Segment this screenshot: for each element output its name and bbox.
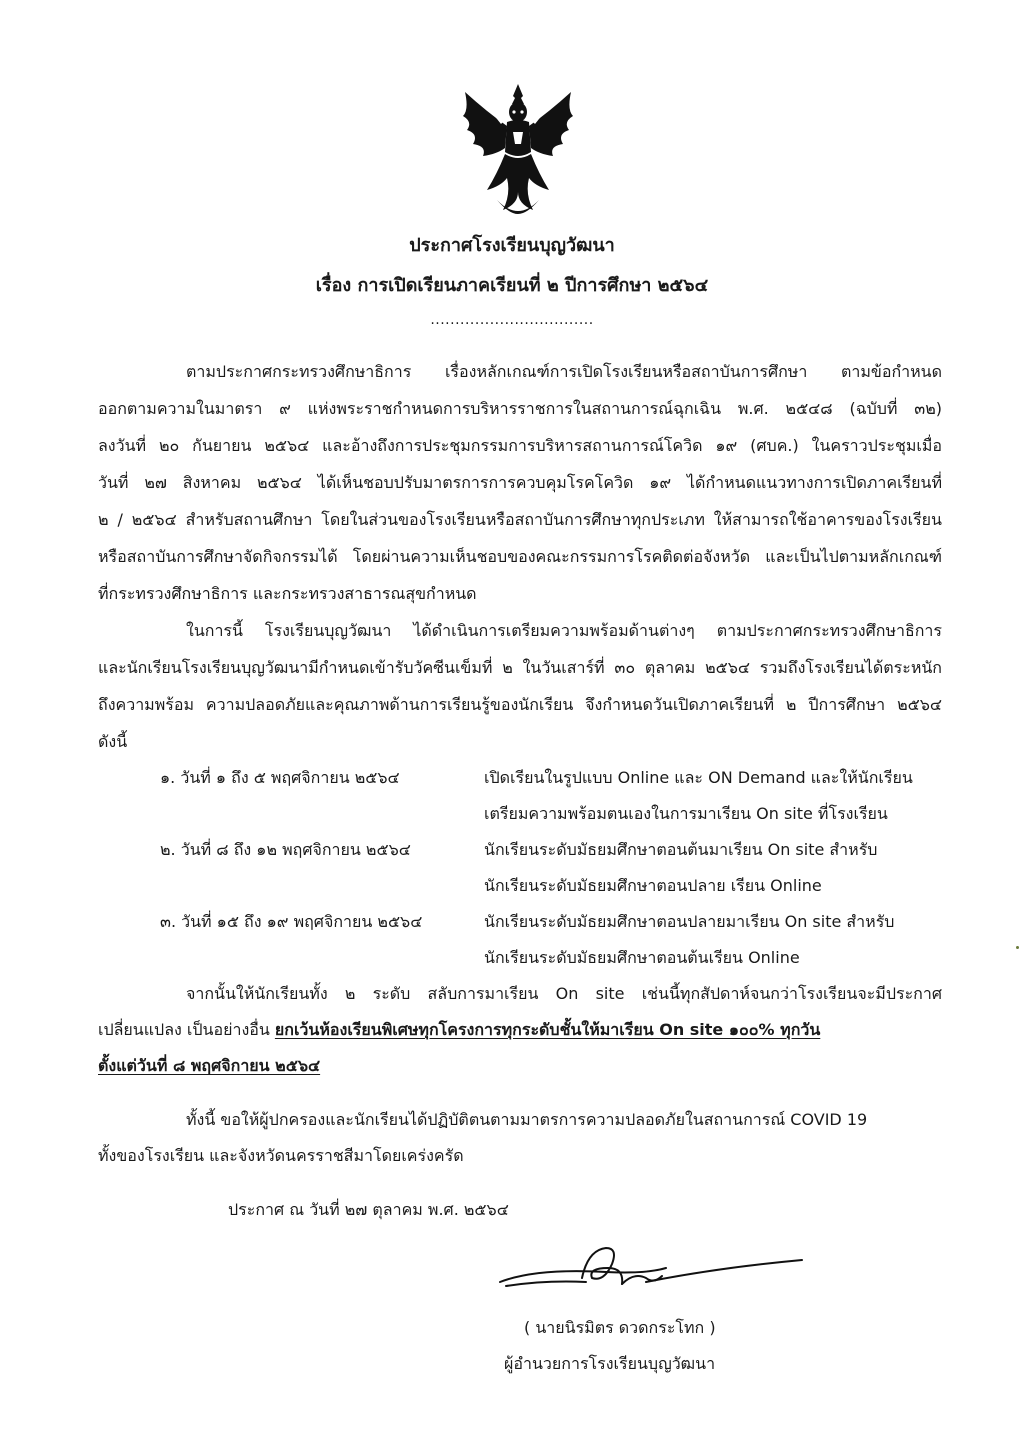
signer-name: ( นายนิรมิตร ดวดกระโทก ) bbox=[524, 1318, 716, 1337]
signature-icon bbox=[496, 1238, 816, 1308]
underlined-notice: ตั้งแต่วันที่ ๘ พฤศจิกายน ๒๕๖๔ bbox=[98, 1056, 321, 1075]
paragraph-line: ทั้งของโรงเรียน และจังหวัดนครราชสีมาโดยเคร่งครัด bbox=[98, 1146, 464, 1165]
paragraph-line: ตามประกาศกระทรวงศึกษาธิการ เรื่องหลักเกณฑ์การเปิดโรงเรียนหรือสถาบันการศึกษา ตามข้อกำหนด bbox=[186, 362, 942, 381]
paragraph-line: ถึงความพร้อม ความปลอดภัยและคุณภาพด้านการเรียนรู้ของนักเรียน จึงกำหนดวันเปิดภาคเรียนที่ ๒ ปีการศึกษา ๒๕๖๔ bbox=[98, 695, 942, 714]
paragraph-line bbox=[98, 1056, 320, 1076]
schedule-desc: เปิดเรียนในรูปแบบ Online และ ON Demand และให้นักเรียน bbox=[484, 768, 913, 787]
schedule-date: ๒. วันที่ ๘ ถึง ๑๒ พฤศจิกายน ๒๕๖๔ bbox=[160, 840, 411, 859]
schedule-date: ๑. วันที่ ๑ ถึง ๕ พฤศจิกายน ๒๕๖๔ bbox=[160, 768, 400, 787]
paragraph-line: ดังนี้ bbox=[98, 732, 128, 751]
signer-position: ผู้อำนวยการโรงเรียนบุญวัฒนา bbox=[504, 1354, 716, 1373]
announcement-title: ประกาศโรงเรียนบุญวัฒนา bbox=[409, 235, 615, 256]
schedule-desc: นักเรียนระดับมัธยมศึกษาตอนปลายมาเรียน On site สำหรับ bbox=[484, 912, 895, 931]
announcement-subject: เรื่อง การเปิดเรียนภาคเรียนที่ ๒ ปีการศึกษา ๒๕๖๔ bbox=[315, 275, 709, 296]
paragraph-line bbox=[98, 1020, 820, 1040]
paragraph-line: วันที่ ๒๗ สิงหาคม ๒๕๖๔ ได้เห็นชอบปรับมาตรการการควบคุมโรคโควิด ๑๙ ได้กำหนดแนวทางการเปิดภาคเรียนที่ bbox=[98, 473, 942, 492]
schedule-desc: นักเรียนระดับมัธยมศึกษาตอนปลาย เรียน Online bbox=[484, 876, 822, 895]
paragraph-text: เปลี่ยนแปลง เป็นอย่างอื่น bbox=[98, 1020, 275, 1039]
schedule-desc: นักเรียนระดับมัธยมศึกษาตอนต้นมาเรียน On site สำหรับ bbox=[484, 840, 878, 859]
paragraph-line: ที่กระทรวงศึกษาธิการ และกระทรวงสาธารณสุขกำหนด bbox=[98, 584, 477, 603]
paragraph-line: ๒ / ๒๕๖๔ สำหรับสถานศึกษา โดยในส่วนของโรงเรียนหรือสถาบันการศึกษาทุกประเภท ให้สามารถใช้อาคารของโรงเรียน bbox=[98, 510, 942, 529]
paragraph-line: ออกตามความในมาตรา ๙ แห่งพระราชกำหนดการบริหารราชการในสถานการณ์ฉุกเฉิน พ.ศ. ๒๕๔๘ (ฉบับที่ ๓๒) bbox=[98, 399, 942, 418]
underlined-notice: ยกเว้นห้องเรียนพิเศษทุกโครงการทุกระดับชั้นให้มาเรียน On site ๑๐๐% ทุกวัน bbox=[274, 1020, 821, 1039]
paragraph-line: ในการนี้ โรงเรียนบุญวัฒนา ได้ดำเนินการเตรียมความพร้อมด้านต่างๆ ตามประกาศกระทรวงศึกษาธิการ bbox=[186, 621, 942, 640]
garuda-emblem-icon bbox=[457, 82, 579, 222]
paragraph-line: หรือสถาบันการศึกษาจัดกิจกรรมได้ โดยผ่านความเห็นชอบของคณะกรรมการโรคติดต่อจังหวัด และเป็นไปตามหลักเกณฑ์ bbox=[98, 547, 942, 566]
paragraph-line: ทั้งนี้ ขอให้ผู้ปกครองและนักเรียนได้ปฏิบัติตนตามมาตรการความปลอดภัยในสถานการณ์ COVID 19 bbox=[186, 1110, 868, 1129]
schedule-date: ๓. วันที่ ๑๕ ถึง ๑๙ พฤศจิกายน ๒๕๖๔ bbox=[160, 912, 423, 931]
title-divider: ................................. bbox=[430, 312, 594, 328]
schedule-desc: นักเรียนระดับมัธยมศึกษาตอนต้นเรียน Online bbox=[484, 948, 800, 967]
paragraph-line: จากนั้นให้นักเรียนทั้ง ๒ ระดับ สลับการมาเรียน On site เช่นนี้ทุกสัปดาห์จนกว่าโรงเรียนจะมีประกาศ bbox=[186, 984, 942, 1003]
paragraph-line: ลงวันที่ ๒๐ กันยายน ๒๕๖๔ และอ้างถึงการประชุมกรรมการบริหารสถานการณ์โควิด ๑๙ (ศบค.) ในคราวประชุมเมื่อ bbox=[98, 436, 942, 455]
schedule-desc: เตรียมความพร้อมตนเองในการมาเรียน On site ที่โรงเรียน bbox=[484, 804, 888, 823]
paper-speck bbox=[1016, 946, 1019, 949]
announcement-date: ประกาศ ณ วันที่ ๒๗ ตุลาคม พ.ศ. ๒๕๖๔ bbox=[228, 1200, 509, 1219]
paragraph-line: และนักเรียนโรงเรียนบุญวัฒนามีกำหนดเข้ารับวัคซีนเข็มที่ ๒ ในวันเสาร์ที่ ๓๐ ตุลาคม ๒๕๖๔ รวมถึงโรงเรียนได้ตระหนัก bbox=[98, 658, 942, 677]
